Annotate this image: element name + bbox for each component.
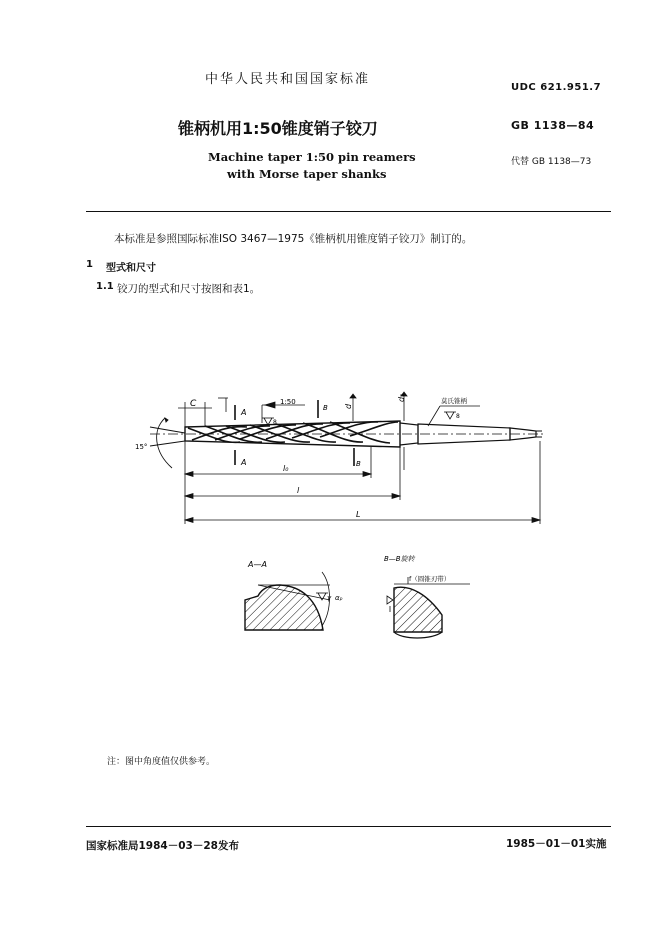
label-B-bottom: B (356, 460, 361, 468)
standard-title-cn: 锥柄机用1:50锥度销子铰刀 (178, 119, 378, 138)
standard-title-en-line1: Machine taper 1:50 pin reamers (208, 150, 416, 164)
section-1-1-number: 1.1 (96, 281, 114, 292)
figure-note: 注：图中角度值仅供参考。 (107, 757, 216, 767)
section-BB-view (387, 577, 470, 638)
standard-title-en-line2: with Morse taper shanks (227, 167, 387, 181)
dim-l-label: l (297, 486, 300, 495)
diameter-leaders (350, 392, 407, 470)
angle-15-label: 15° (135, 443, 148, 451)
roughness-2: 8 (456, 413, 460, 420)
taper-label: 1:50 (280, 398, 296, 406)
section-AA-view (245, 572, 330, 630)
dim-l0-label: l₀ (283, 464, 289, 473)
label-A-bottom: A (241, 458, 247, 467)
section-1-title: 型式和尺寸 (106, 263, 156, 274)
f-margin-label: f（圆锥刃带） (409, 575, 451, 583)
section-1-number: 1 (86, 259, 93, 270)
standard-number: GB 1138—84 (511, 119, 595, 132)
alpha-p-label: αₚ (335, 594, 343, 602)
label-B-top: B (323, 404, 328, 412)
label-d: d (344, 403, 353, 409)
footer-divider (86, 826, 611, 827)
gamma-label: γ (327, 594, 332, 602)
reamer-side-view (150, 421, 545, 447)
morse-shank-leader (428, 406, 480, 426)
dim-L-label: L (356, 510, 361, 519)
roughness-1: 8 (273, 419, 277, 426)
udc-number: UDC 621.951.7 (511, 82, 602, 93)
effective-date: 1985－01－01实施 (506, 838, 607, 850)
section-BB-label: B—B旋转 (384, 555, 415, 563)
morse-shank-label: 莫氏锥柄 (441, 397, 467, 405)
section-1-1-text: 铰刀的型式和尺寸按图和表1。 (117, 283, 261, 295)
chamfer-angle-mark (150, 418, 185, 468)
issuing-org: 中华人民共和国国家标准 (205, 72, 371, 87)
issue-date: 国家标准局1984－03－28发布 (86, 840, 239, 852)
length-dimensions (185, 441, 540, 524)
intro-paragraph: 本标准是参照国际标准ISO 3467—1975《锥柄机用锥度销子铰刀》制订的。 (114, 233, 473, 245)
replaces-note: 代替 GB 1138—73 (511, 157, 592, 167)
label-d1: d₁ (397, 393, 406, 402)
label-A-top: A (241, 408, 247, 417)
section-AA-label: A—A (248, 560, 267, 569)
label-C: C (190, 399, 197, 409)
